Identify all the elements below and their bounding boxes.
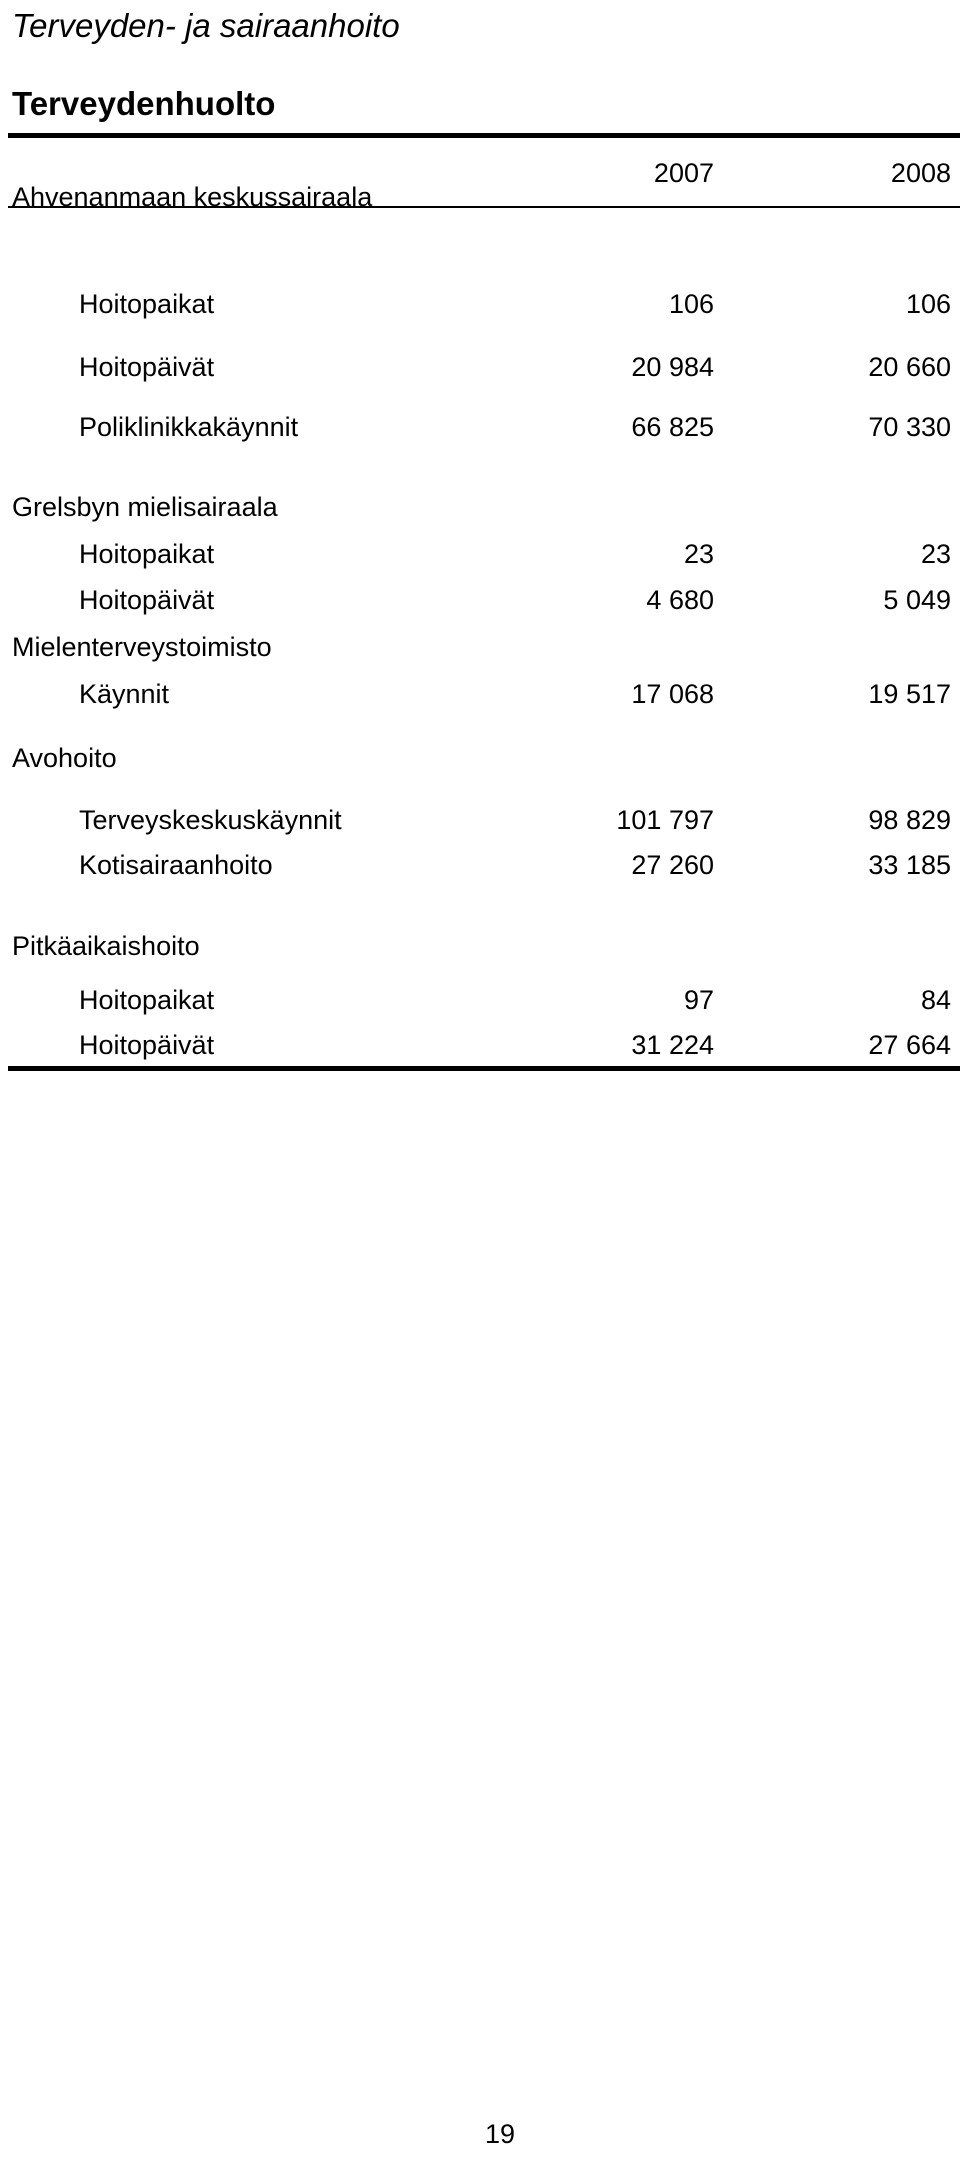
table-row [0,845,960,885]
row-label: Poliklinikkakäynnit [79,412,299,442]
group-label: Avohoito [12,743,117,773]
value-2007: 66 825 [631,412,714,442]
group-mental-health-office [0,627,960,667]
value-2008: 20 660 [868,352,951,382]
value-2007: 23 [683,539,714,569]
value-2008: 23 [920,539,951,569]
value-2008: 106 [905,289,951,319]
value-2007: 17 068 [631,679,714,709]
year-2008-header: 2008 [890,158,951,188]
table-top-rule [8,133,960,138]
value-2008: 70 330 [868,412,951,442]
value-2008: 98 829 [868,805,951,835]
table-row [0,980,960,1020]
value-2007: 106 [668,289,714,319]
value-2007: 97 [683,985,714,1015]
row-label: Käynnit [79,679,170,709]
value-2008: 5 049 [883,585,951,615]
group-label: Grelsbyn mielisairaala [12,492,278,522]
value-2008: 84 [920,985,951,1015]
row-label: Terveyskeskuskäynnit [79,805,342,835]
section-title: Terveydenhuolto [12,85,276,122]
value-2007: 4 680 [646,585,714,615]
row-label: Kotisairaanhoito [79,850,273,880]
value-2008: 33 185 [868,850,951,880]
table-row [0,534,960,574]
row-label: Hoitopaikat [79,985,215,1015]
table-row [0,347,960,387]
table-row [0,407,960,447]
table-row [0,284,960,324]
table-row [0,580,960,620]
year-2007-header: 2007 [653,158,714,188]
row-label: Hoitopaikat [79,289,215,319]
value-2007: 20 984 [631,352,714,382]
group-label: Mielenterveystoimisto [12,632,272,662]
group-central-hospital [0,177,960,217]
group-label: Ahvenanmaan keskussairaala [12,182,373,212]
table-row [0,1025,960,1065]
table-row [0,674,960,714]
value-2008: 19 517 [868,679,951,709]
group-label: Pitkäaikaishoito [12,931,200,961]
group-outpatient [0,738,960,778]
value-2007: 31 224 [631,1030,714,1060]
page-header: Terveyden- ja sairaanhoito [12,7,400,44]
row-label: Hoitopäivät [79,1030,215,1060]
group-mental-hospital [0,487,960,527]
row-label: Hoitopäivät [79,585,215,615]
value-2007: 27 260 [631,850,714,880]
group-long-term-care [0,926,960,966]
row-label: Hoitopaikat [79,539,215,569]
table-row [0,800,960,840]
row-label: Hoitopäivät [79,352,215,382]
value-2007: 101 797 [616,805,714,835]
page-number: 19 [484,2119,516,2149]
table-bottom-rule [8,1066,960,1071]
value-2008: 27 664 [868,1030,951,1060]
